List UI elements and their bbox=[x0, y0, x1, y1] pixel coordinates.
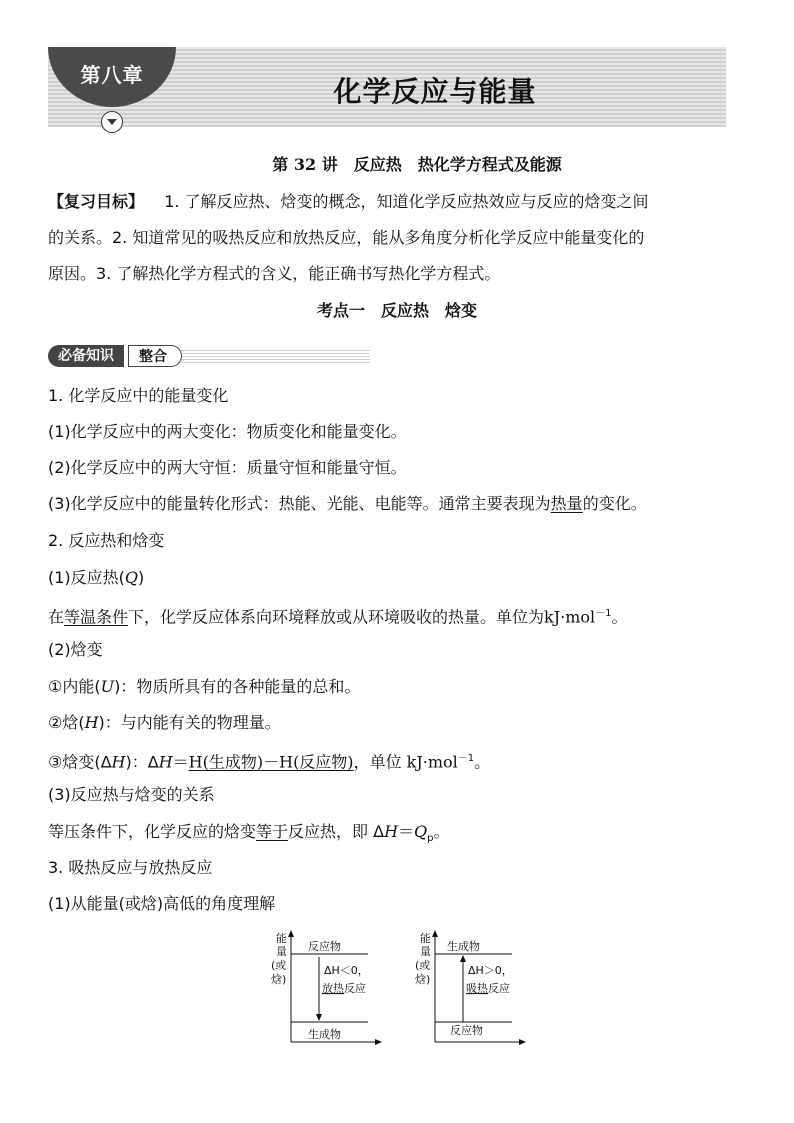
item-3-1: (1)从能量(或焓)高低的角度理解 bbox=[48, 894, 276, 913]
exo-y-arrow bbox=[288, 930, 294, 937]
item-2-7: (3)反应热与焓变的关系 bbox=[48, 785, 215, 804]
exo-yaxis-1: 能 bbox=[276, 932, 287, 945]
review-goals bbox=[48, 184, 748, 292]
review-line-1: 1. 了解反应热、焓变的概念，知道化学反应热效应与反应的焓变之间 bbox=[164, 192, 649, 211]
item-2-3: (2)焓变 bbox=[48, 640, 103, 659]
review-line-3: 原因。3. 了解热化学方程式的含义，能正确书写热化学方程式。 bbox=[48, 264, 501, 283]
exo-top-label: 反应物 bbox=[308, 940, 341, 953]
endo-yaxis-1: 能 bbox=[420, 932, 431, 945]
endo-dh-label: ΔH＞0， bbox=[468, 964, 513, 977]
tag-integration: 整合 bbox=[128, 345, 182, 367]
endo-yaxis-4: 焓) bbox=[415, 973, 431, 986]
item-1-1: (1)化学反应中的两大变化：物质变化和能量变化。 bbox=[48, 422, 407, 441]
endo-x-arrow bbox=[519, 1039, 526, 1045]
endothermic-diagram bbox=[412, 930, 532, 1048]
exo-kind-label: 放热反应 bbox=[322, 982, 366, 995]
chapter-title: 化学反应与能量 bbox=[333, 75, 537, 108]
endo-y-arrow bbox=[432, 930, 438, 937]
item-2-5: ②焓(H)：与内能有关的物理量。 bbox=[48, 713, 281, 732]
tag-required-knowledge: 必备知识 bbox=[48, 345, 124, 367]
endo-bottom-label: 反应物 bbox=[450, 1024, 483, 1037]
heading-3: 3. 吸热反应与放热反应 bbox=[48, 858, 213, 877]
chapter-label: 第八章 bbox=[80, 62, 144, 87]
endo-yaxis-2: 量 bbox=[420, 945, 431, 958]
exo-yaxis-2: 量 bbox=[276, 945, 287, 958]
item-2-2: 在等温条件下，化学反应体系向环境释放或从环境吸收的热量。单位为kJ·mol$^{-1}$。 bbox=[48, 607, 628, 627]
exo-bottom-label: 生成物 bbox=[308, 1028, 341, 1041]
item-1-3: (3)化学反应中的能量转化形式：热能、光能、电能等。通常主要表现为热量的变化。 bbox=[48, 494, 647, 513]
exo-dh-label: ΔH＜0， bbox=[324, 964, 369, 977]
review-label: 【复习目标】 bbox=[48, 192, 145, 211]
item-2-4: ①内能(U)：物质所具有的各种能量的总和。 bbox=[48, 677, 361, 696]
exo-x-arrow bbox=[375, 1039, 382, 1045]
item-1-2: (2)化学反应中的两大守恒：质量守恒和能量守恒。 bbox=[48, 458, 407, 477]
endo-top-label: 生成物 bbox=[447, 940, 480, 953]
lecture-title: 第 32 讲 反应热 热化学方程式及能源 bbox=[272, 155, 562, 174]
review-line-2: 的关系。2. 知道常见的吸热反应和放热反应，能从多角度分析化学反应中能量变化的 bbox=[48, 228, 645, 247]
exo-yaxis-3: (或 bbox=[271, 959, 287, 972]
section-title: 考点一 反应热 焓变 bbox=[316, 301, 477, 320]
exo-yaxis-4: 焓) bbox=[271, 973, 287, 986]
heading-2: 2. 反应热和焓变 bbox=[48, 531, 165, 550]
exothermic-diagram bbox=[268, 930, 388, 1048]
endo-yaxis-3: (或 bbox=[415, 959, 431, 972]
endo-kind-label: 吸热反应 bbox=[466, 982, 510, 995]
item-2-8: 等压条件下，化学反应的焓变等于反应热，即 $\Delta H=Q_p$。 bbox=[48, 822, 450, 845]
heading-1: 1. 化学反应中的能量变化 bbox=[48, 386, 229, 405]
item-2-1: (1)反应热(Q) bbox=[48, 568, 145, 587]
chevron-down-icon[interactable] bbox=[101, 111, 123, 133]
item-2-6: ③焓变(ΔH)：ΔH＝H(生成物)－H(反应物)，单位 kJ·mol$^{-1}$。 bbox=[48, 752, 491, 772]
